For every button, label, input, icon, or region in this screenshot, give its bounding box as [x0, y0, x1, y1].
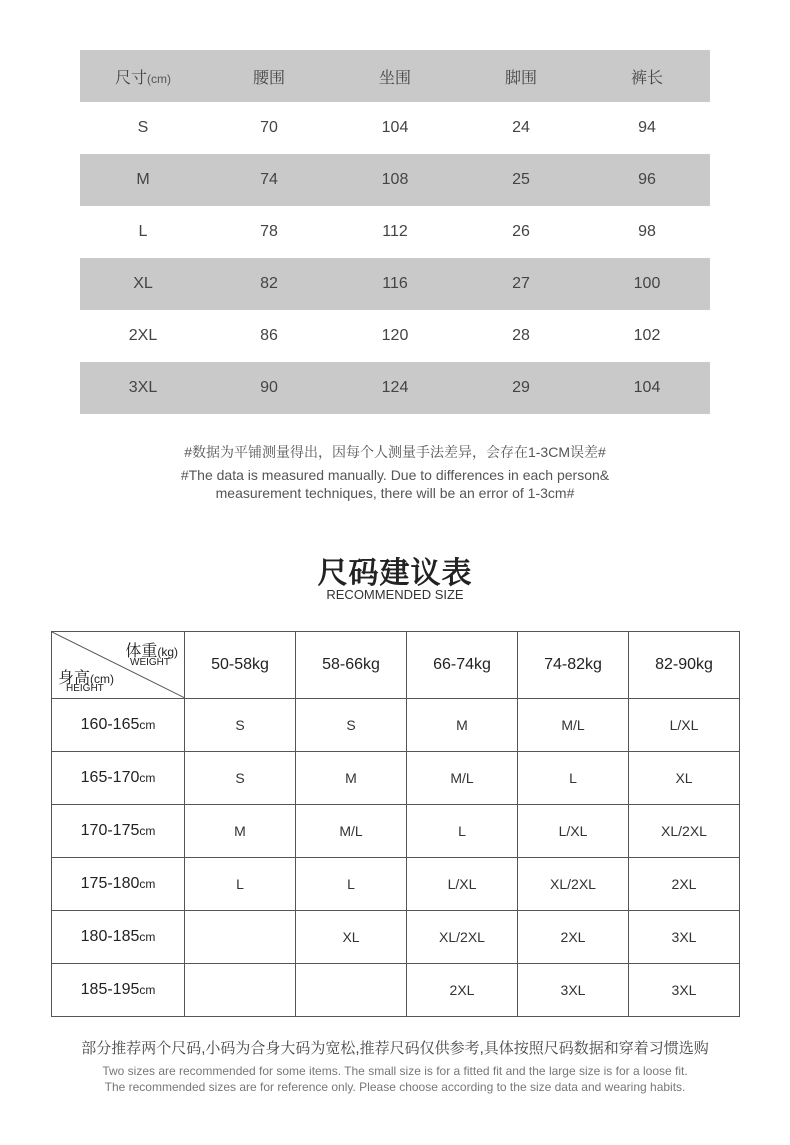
recommended-size-cell: M — [407, 699, 518, 752]
corner-header-cell — [52, 632, 185, 699]
weight-column-header: 82-90kg — [629, 632, 740, 699]
recommended-size-cell: XL/2XL — [629, 805, 740, 858]
table-cell: 86 — [206, 310, 332, 362]
weight-column-header: 50-58kg — [185, 632, 296, 699]
height-row-header: 170-175cm — [52, 805, 185, 858]
table-row — [80, 258, 710, 310]
table-cell: 116 — [332, 258, 458, 310]
recommended-size-cell: 2XL — [629, 858, 740, 911]
weight-label-en: WEIGHT — [130, 657, 170, 668]
table-row — [80, 362, 710, 414]
table-row — [52, 752, 740, 805]
height-row-header: 185-195cm — [52, 964, 185, 1017]
recommended-size-cell: L — [518, 752, 629, 805]
recommended-size-cell: XL — [296, 911, 407, 964]
recommendation-header-row — [52, 632, 740, 699]
table-row — [52, 699, 740, 752]
recommended-size-cell: 3XL — [629, 964, 740, 1017]
size-chart-header-row — [80, 50, 710, 102]
table-cell: 98 — [584, 206, 710, 258]
size-cell: L — [80, 206, 206, 258]
height-label: 身高(cm) — [58, 670, 115, 687]
pants-length-column-header: 裤长 — [584, 50, 710, 102]
recommended-size-cell: 3XL — [518, 964, 629, 1017]
hip-column-header: 坐围 — [332, 50, 458, 102]
recommended-size-cell: 2XL — [518, 911, 629, 964]
table-cell: 102 — [584, 310, 710, 362]
table-cell: 78 — [206, 206, 332, 258]
weight-column-header: 74-82kg — [518, 632, 629, 699]
table-cell: 26 — [458, 206, 584, 258]
recommendation-subtitle: RECOMMENDED SIZE — [326, 587, 464, 602]
recommended-size-cell — [296, 964, 407, 1017]
size-column-header: 尺寸(cm) — [80, 50, 206, 102]
weight-label: 体重(kg) — [125, 643, 178, 660]
height-row-header: 180-185cm — [52, 911, 185, 964]
table-row — [80, 310, 710, 362]
footer-note-cn: 部分推荐两个尺码,小码为合身大码为宽松,推荐尺码仅供参考,具体按照尺码数据和穿着习惯选购 — [81, 1040, 709, 1057]
recommended-size-cell: L/XL — [407, 858, 518, 911]
recommendation-table — [51, 631, 740, 1017]
recommended-size-cell: S — [296, 699, 407, 752]
measurement-note-cn: #数据为平铺测量得出，因每个人测量手法差异，会存在1-3CM误差# — [184, 444, 606, 460]
recommended-size-cell: S — [185, 699, 296, 752]
table-cell: 90 — [206, 362, 332, 414]
table-cell: 120 — [332, 310, 458, 362]
recommended-size-cell: XL/2XL — [518, 858, 629, 911]
recommendation-title: 尺码建议表 — [317, 557, 473, 590]
height-row-header: 160-165cm — [52, 699, 185, 752]
table-cell: 70 — [206, 102, 332, 154]
recommended-size-cell: M/L — [518, 699, 629, 752]
recommended-size-cell: M/L — [407, 752, 518, 805]
table-row — [80, 154, 710, 206]
waist-column-header: 腰围 — [206, 50, 332, 102]
size-cell: S — [80, 102, 206, 154]
measurement-note-en-line1: #The data is measured manually. Due to differences in each person& — [180, 467, 610, 483]
recommended-size-cell: XL — [629, 752, 740, 805]
table-row — [52, 911, 740, 964]
table-cell: 104 — [584, 362, 710, 414]
table-row — [80, 206, 710, 258]
size-cell: 3XL — [80, 362, 206, 414]
table-row — [80, 102, 710, 154]
table-cell: 112 — [332, 206, 458, 258]
table-cell: 100 — [584, 258, 710, 310]
leg-opening-column-header: 脚围 — [458, 50, 584, 102]
recommended-size-cell: M — [185, 805, 296, 858]
recommended-size-cell: M — [296, 752, 407, 805]
recommended-size-cell: 3XL — [629, 911, 740, 964]
size-cell: 2XL — [80, 310, 206, 362]
table-cell: 25 — [458, 154, 584, 206]
recommended-size-cell: L/XL — [518, 805, 629, 858]
table-cell: 28 — [458, 310, 584, 362]
recommended-size-cell — [185, 964, 296, 1017]
footer-note-en-line2: The recommended sizes are for reference only. Please choose according to the size data and wearing habits. — [104, 1080, 686, 1094]
table-cell: 94 — [584, 102, 710, 154]
table-cell: 124 — [332, 362, 458, 414]
size-cell: M — [80, 154, 206, 206]
recommended-size-cell: S — [185, 752, 296, 805]
recommended-size-cell: XL/2XL — [407, 911, 518, 964]
size-cell: XL — [80, 258, 206, 310]
recommended-size-cell: L — [185, 858, 296, 911]
recommended-size-cell: L — [296, 858, 407, 911]
measurement-note-en-line2: measurement techniques, there will be an error of 1-3cm# — [215, 485, 575, 501]
table-row — [52, 858, 740, 911]
recommended-size-cell: L/XL — [629, 699, 740, 752]
recommended-size-cell — [185, 911, 296, 964]
footer-note-en-line1: Two sizes are recommended for some items. The small size is for a fitted fit and the large size is for a loose fit. — [102, 1064, 688, 1078]
height-row-header: 165-170cm — [52, 752, 185, 805]
recommended-size-cell: L — [407, 805, 518, 858]
table-cell: 74 — [206, 154, 332, 206]
height-row-header: 175-180cm — [52, 858, 185, 911]
table-cell: 27 — [458, 258, 584, 310]
weight-column-header: 66-74kg — [407, 632, 518, 699]
table-cell: 82 — [206, 258, 332, 310]
table-cell: 108 — [332, 154, 458, 206]
height-label-en: HEIGHT — [66, 683, 104, 694]
weight-column-header: 58-66kg — [296, 632, 407, 699]
size-chart-table — [80, 50, 710, 414]
recommended-size-cell: 2XL — [407, 964, 518, 1017]
table-row — [52, 964, 740, 1017]
table-cell: 24 — [458, 102, 584, 154]
table-cell: 96 — [584, 154, 710, 206]
table-row — [52, 805, 740, 858]
recommended-size-cell: M/L — [296, 805, 407, 858]
table-cell: 104 — [332, 102, 458, 154]
table-cell: 29 — [458, 362, 584, 414]
